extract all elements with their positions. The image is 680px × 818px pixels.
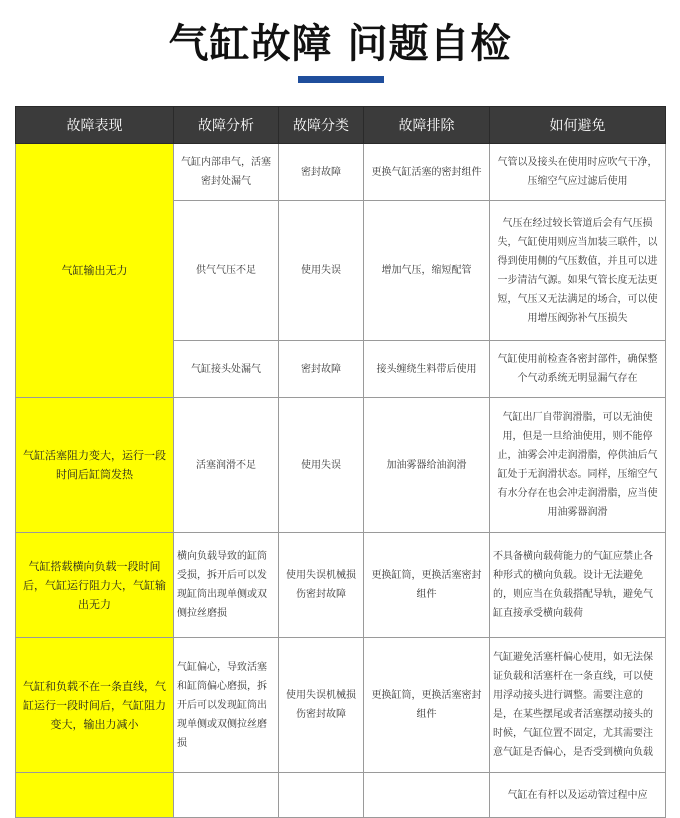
fix-cell [364,773,490,818]
page-title: 气缸故障 问题自检 [168,21,512,67]
avoid-cell: 气缸避免活塞杆偏心使用，如无法保证负载和活塞杆在一条直线，可以使用浮动接头进行调整。需要注意的是，在某些摆尾或者活塞摆动接头的时候，气缸位置不固定，尤其需要注意气缸是否偏心，是否受到横向负载 [490,638,666,773]
table-row [16,773,666,818]
fix-cell: 更换缸筒，更换活塞密封组件 [364,533,490,638]
analysis-cell: 气缸内部串气，活塞密封处漏气 [174,144,279,201]
analysis-cell [174,773,279,818]
symptom-cell: 气缸和负载不在一条直线，气缸运行一段时间后，气缸阻力变大，输出力减小 [16,638,174,773]
analysis-cell: 供气气压不足 [174,201,279,341]
column-header-avoid: 如何避免 [490,107,666,144]
table-row [16,638,666,773]
category-cell: 使用失误机械损伤密封故障 [279,638,364,773]
column-header-analysis: 故障分析 [174,107,279,144]
table-row [16,144,666,201]
column-header-symptom: 故障表现 [16,107,174,144]
table-header-row [16,107,666,144]
table-row [16,533,666,638]
avoid-cell: 气缸在有杆以及运动管过程中应 [490,773,666,818]
symptom-cell: 气缸搭载横向负载一段时间后，气缸运行阻力大，气缸输出无力 [16,533,174,638]
avoid-cell: 气缸使用前检查各密封部件，确保整个气动系统无明显漏气存在 [490,341,666,398]
fix-cell: 接头缠绕生料带后使用 [364,341,490,398]
symptom-cell: 气缸输出无力 [16,144,174,398]
avoid-cell: 不具备横向载荷能力的气缸应禁止各种形式的横向负载。设计无法避免的，则应当在负载搭配导轨，避免气缸直接承受横向载荷 [490,533,666,638]
category-cell: 密封故障 [279,144,364,201]
category-cell [279,773,364,818]
column-header-category: 故障分类 [279,107,364,144]
fix-cell: 更换气缸活塞的密封组件 [364,144,490,201]
fix-cell: 更换缸筒，更换活塞密封组件 [364,638,490,773]
troubleshooting-table [15,106,666,818]
analysis-cell: 活塞润滑不足 [174,398,279,533]
analysis-cell: 气缸接头处漏气 [174,341,279,398]
symptom-cell [16,773,174,818]
analysis-cell: 横向负载导致的缸筒受损，拆开后可以发现缸筒出现单侧或双侧拉丝磨损 [174,533,279,638]
category-cell: 使用失误 [279,201,364,341]
fix-cell: 增加气压，缩短配管 [364,201,490,341]
fix-cell: 加油雾器给油润滑 [364,398,490,533]
category-cell: 使用失误 [279,398,364,533]
category-cell: 使用失误机械损伤密封故障 [279,533,364,638]
table-row [16,398,666,533]
avoid-cell: 气管以及接头在使用时应吹气干净，压缩空气应过滤后使用 [490,144,666,201]
avoid-cell: 气缸出厂自带润滑脂，可以无油使用，但是一旦给油使用，则不能停止，油雾会冲走润滑脂，停供油后气缸处于无润滑状态。同样，压缩空气有水分存在也会冲走润滑脂，应当使用油雾器润滑 [490,398,666,533]
analysis-cell: 气缸偏心，导致活塞和缸筒偏心磨损，拆开后可以发现缸筒出现单侧或双侧拉丝磨损 [174,638,279,773]
column-header-fix: 故障排除 [364,107,490,144]
category-cell: 密封故障 [279,341,364,398]
title-underline [298,76,384,83]
avoid-cell: 气压在经过较长管道后会有气压损失，气缸使用则应当加装三联件，以得到使用侧的气压数值，并且可以进一步清洁气源。如果气管长度无法更短，气压又无法满足的场合，可以使用增压阀弥补气压损失 [490,201,666,341]
symptom-cell: 气缸活塞阻力变大，运行一段时间后缸筒发热 [16,398,174,533]
